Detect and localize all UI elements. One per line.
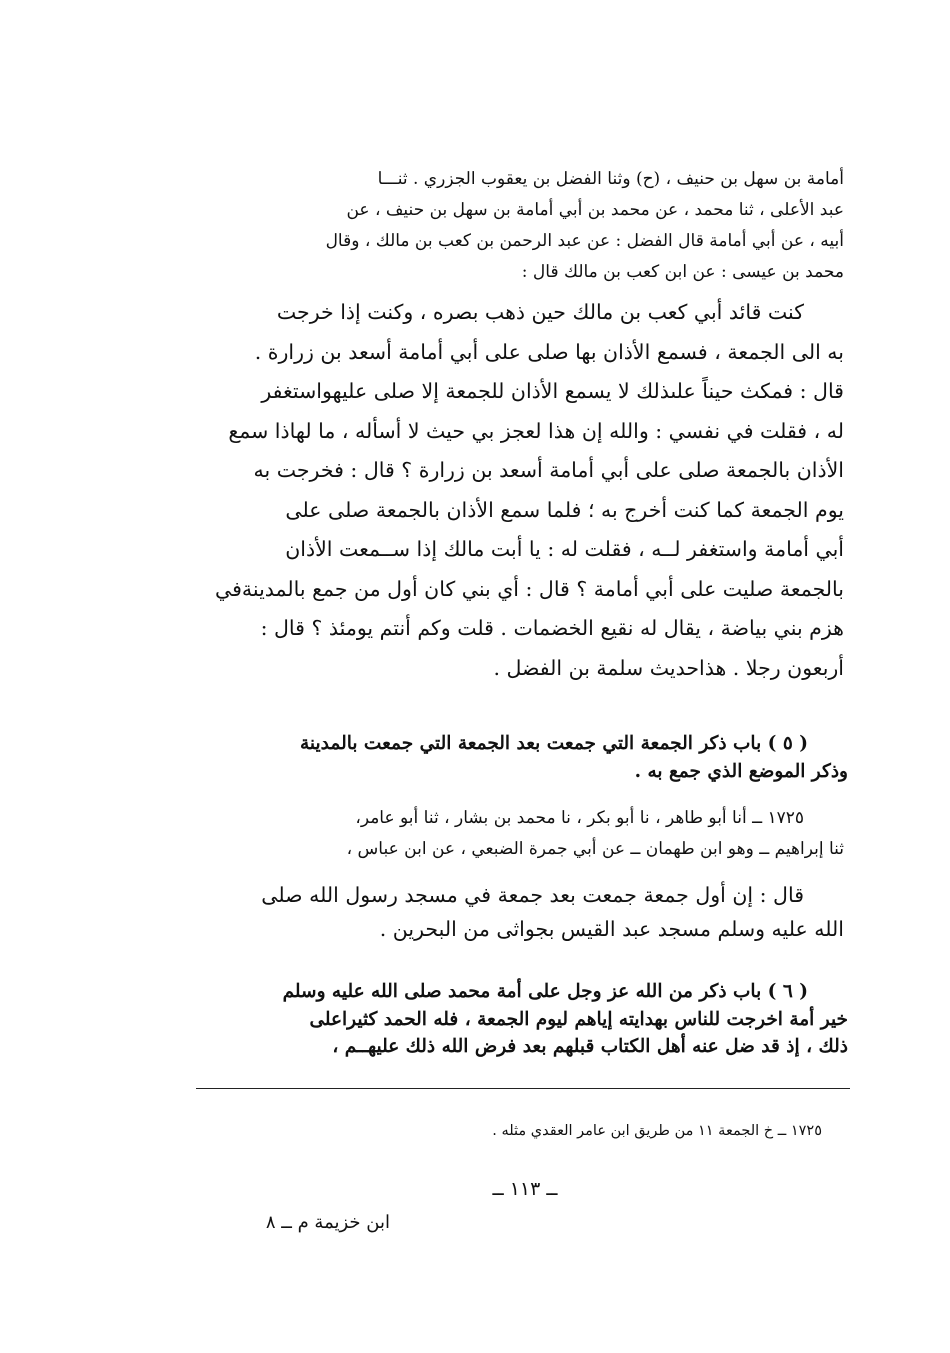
text-line: أبيه ، عن أبي أمامة قال الفضل : عن عبد الرحمن بن كعب بن مالك ، وقال — [325, 231, 844, 251]
text-line: أمامة بن سهل بن حنيف ، (ح) وثنا الفضل بن يعقوب الجزري . ثنـــا — [377, 169, 844, 189]
heading-line: ذلك ، إذ قد ضل عنه أهل الكتاب قبلهم بعد فرض الله ذلك عليهــم ، — [332, 1036, 848, 1057]
text-line: ١٧٢٥ ــ أنا أبو طاهر ، نا أبو بكر ، نا محمد بن بشار ، ثنا أبو عامر، — [355, 808, 804, 828]
text-line: قال : فمكث حيناً علىذلك لا يسمع الأذان للجمعة إلا صلى عليهواستغفر — [261, 379, 844, 403]
text-line: عبد الأعلى ، ثنا محمد ، عن محمد بن أبي أمامة بن سهل بن حنيف ، عن — [346, 200, 844, 220]
footnote-divider — [196, 1088, 850, 1089]
text-line: كنت قائد أبي كعب بن مالك حين ذهب بصره ، وكنت إذا خرجت — [276, 300, 804, 324]
heading-line: وذكر الموضع الذي جمع به . — [634, 760, 848, 782]
isnad-paragraph — [186, 164, 844, 288]
text-line: له ، فقلت في نفسي : والله إن هذا لعجز بي حيث لا أسأله ، ما لهاذا سمع — [228, 418, 844, 443]
text-line: به الى الجمعة ، فسمع الأذان بها صلى على أبي أمامة أسعد بن زرارة . — [254, 339, 844, 364]
text-line: محمد بن عيسى : عن ابن كعب بن مالك قال : — [521, 262, 844, 282]
heading-line: ( ٦ ) باب ذكر من الله عز وجل على أمة محمد صلى الله عليه وسلم — [282, 981, 808, 1002]
text-line: بالجمعة صليت على أبي أمامة ؟ قال : أي بني كان أول من جمع بالمدينةفي — [215, 576, 844, 601]
heading-line: ( ٥ ) باب ذكر الجمعة التي جمعت بعد الجمعة التي جمعت بالمدينة — [300, 733, 808, 754]
heading-line: خير أمة اخرجت للناس بهدايته إياهم ليوم الجمعة ، فله الحمد كثيراعلى — [309, 1008, 848, 1030]
chapter-heading-6 — [186, 978, 848, 1061]
text-line: يوم الجمعة كما كنت أخرج به ؛ فلما سمع الأذان بالجمعة صلى على — [285, 497, 844, 522]
hadith-1725-text — [186, 878, 844, 946]
hadith-1725-isnad — [186, 803, 844, 865]
text-line: أربعون رجلا . هذاحديث سلمة بن الفضل . — [493, 655, 844, 680]
text-line: ثنا إبراهيم ــ وهو ابن طهمان ــ عن أبي جمرة الضبعي ، عن ابن عباس ، — [346, 839, 844, 859]
text-line: أبي أمامة واستغفر لــه ، فقلت له : يا أبت مالك إذا ســمعت الأذان — [285, 537, 844, 561]
hadith-text — [186, 293, 844, 688]
text-line: قال : إن أول جمعة جمعت بعد جمعة في مسجد رسول الله صلى — [261, 883, 804, 907]
text-line: الأذان بالجمعة صلى على أبي أمامة أسعد بن زرارة ؟ قال : فخرجت به — [253, 458, 844, 482]
text-line: هزم بني بياضة ، يقال له نقيع الخضمات . قلت وكم أنتم يومئذ ؟ قال : — [260, 616, 844, 640]
footnote: ١٧٢٥ ــ خ الجمعة ١١ من طريق ابن عامر العقدي مثله . — [492, 1123, 822, 1139]
page-number: ــ ١١٣ ــ — [492, 1178, 558, 1200]
text-line: الله عليه وسلم مسجد عبد القيس بجواثى من البحرين . — [379, 917, 844, 941]
page-signature: ابن خزيمة م ــ ٨ — [265, 1212, 390, 1233]
chapter-heading-5 — [186, 730, 848, 785]
